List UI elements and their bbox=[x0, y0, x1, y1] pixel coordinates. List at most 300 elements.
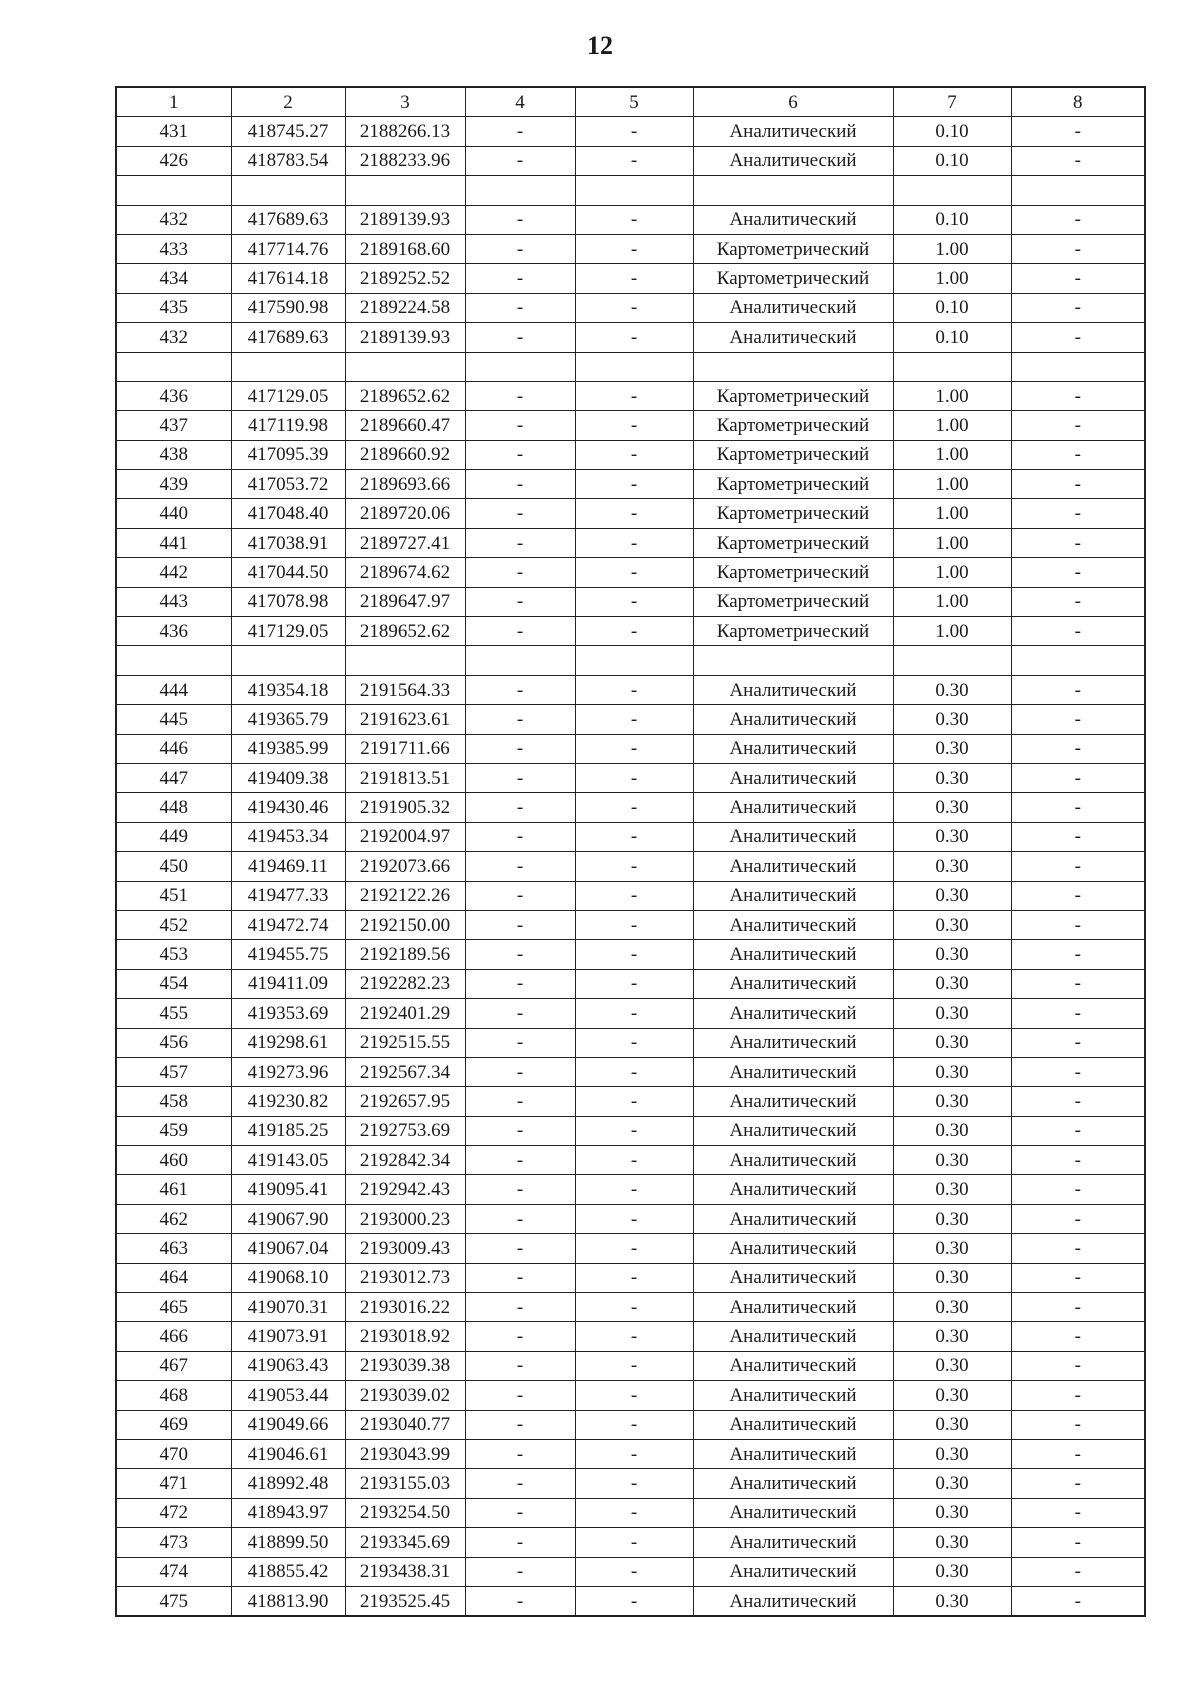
table-cell: 439 bbox=[116, 470, 231, 499]
table-cell bbox=[465, 646, 575, 675]
table-cell: 436 bbox=[116, 617, 231, 646]
table-cell: 2189168.60 bbox=[345, 234, 465, 263]
table-cell: - bbox=[575, 1381, 693, 1410]
table-cell: 0.30 bbox=[893, 1381, 1011, 1410]
table-cell: Картометрический bbox=[693, 440, 893, 469]
table-cell: - bbox=[575, 969, 693, 998]
table-cell: - bbox=[465, 1381, 575, 1410]
table-separator-row bbox=[116, 176, 1145, 205]
table-cell: - bbox=[1011, 587, 1145, 616]
table-cell: 418943.97 bbox=[231, 1498, 345, 1527]
table-cell: 434 bbox=[116, 264, 231, 293]
table-cell: - bbox=[1011, 293, 1145, 322]
table-cell: - bbox=[575, 470, 693, 499]
table-cell: 2193040.77 bbox=[345, 1410, 465, 1439]
table-cell: - bbox=[575, 617, 693, 646]
table-cell: - bbox=[465, 1057, 575, 1086]
table-cell: - bbox=[1011, 205, 1145, 234]
table-cell: - bbox=[465, 852, 575, 881]
table-cell: - bbox=[465, 969, 575, 998]
table-cell: - bbox=[465, 499, 575, 528]
table-cell: - bbox=[575, 881, 693, 910]
table-cell: - bbox=[575, 528, 693, 557]
table-cell: 449 bbox=[116, 822, 231, 851]
table-cell: 2188266.13 bbox=[345, 117, 465, 146]
table-row bbox=[116, 1469, 1145, 1498]
table-cell bbox=[693, 352, 893, 381]
table-cell: Аналитический bbox=[693, 999, 893, 1028]
table-cell: 2192282.23 bbox=[345, 969, 465, 998]
table-cell: - bbox=[1011, 1469, 1145, 1498]
table-cell: - bbox=[1011, 323, 1145, 352]
table-cell: 0.30 bbox=[893, 910, 1011, 939]
table-cell: - bbox=[465, 1557, 575, 1586]
table-cell: Аналитический bbox=[693, 205, 893, 234]
table-cell: - bbox=[1011, 411, 1145, 440]
table-row bbox=[116, 763, 1145, 792]
table-cell: 2191623.61 bbox=[345, 705, 465, 734]
table-cell: - bbox=[465, 1528, 575, 1557]
table-cell: - bbox=[1011, 1263, 1145, 1292]
table-cell: - bbox=[575, 1146, 693, 1175]
table-cell: - bbox=[575, 205, 693, 234]
table-cell: 2191813.51 bbox=[345, 763, 465, 792]
table-cell: 0.30 bbox=[893, 881, 1011, 910]
table-row bbox=[116, 940, 1145, 969]
table-cell: 454 bbox=[116, 969, 231, 998]
coordinates-table bbox=[115, 86, 1146, 1617]
table-cell: Аналитический bbox=[693, 146, 893, 175]
table-cell: 419354.18 bbox=[231, 675, 345, 704]
table-cell: 0.30 bbox=[893, 1204, 1011, 1233]
table-cell: Аналитический bbox=[693, 852, 893, 881]
table-row bbox=[116, 1204, 1145, 1233]
column-header: 4 bbox=[465, 87, 575, 117]
table-row bbox=[116, 117, 1145, 146]
table-cell: - bbox=[1011, 940, 1145, 969]
table-row bbox=[116, 528, 1145, 557]
table-cell: - bbox=[465, 675, 575, 704]
table-cell: - bbox=[465, 440, 575, 469]
table-cell bbox=[231, 176, 345, 205]
table-cell: - bbox=[1011, 1293, 1145, 1322]
table-cell: 419455.75 bbox=[231, 940, 345, 969]
table-cell: 2189252.52 bbox=[345, 264, 465, 293]
table-cell: Аналитический bbox=[693, 1087, 893, 1116]
table-cell bbox=[893, 176, 1011, 205]
table-cell: 417590.98 bbox=[231, 293, 345, 322]
table-cell: Аналитический bbox=[693, 910, 893, 939]
table-cell: Аналитический bbox=[693, 293, 893, 322]
table-cell: 466 bbox=[116, 1322, 231, 1351]
table-cell: - bbox=[465, 1028, 575, 1057]
table-cell bbox=[116, 176, 231, 205]
table-cell: - bbox=[575, 1175, 693, 1204]
table-cell: - bbox=[575, 1528, 693, 1557]
table-cell: 0.30 bbox=[893, 1469, 1011, 1498]
table-cell: - bbox=[575, 1322, 693, 1351]
table-cell: 417078.98 bbox=[231, 587, 345, 616]
table-cell: - bbox=[465, 587, 575, 616]
column-header: 3 bbox=[345, 87, 465, 117]
table-cell bbox=[1011, 646, 1145, 675]
table-cell: 1.00 bbox=[893, 587, 1011, 616]
table-cell: 0.30 bbox=[893, 1293, 1011, 1322]
table-cell: - bbox=[575, 940, 693, 969]
table-header-row bbox=[116, 87, 1145, 117]
table-cell: - bbox=[575, 293, 693, 322]
table-cell: 2192189.56 bbox=[345, 940, 465, 969]
table-cell: 475 bbox=[116, 1586, 231, 1616]
table-cell: 2191711.66 bbox=[345, 734, 465, 763]
table-cell: 457 bbox=[116, 1057, 231, 1086]
table-cell: 2193345.69 bbox=[345, 1528, 465, 1557]
column-header: 7 bbox=[893, 87, 1011, 117]
table-cell: 465 bbox=[116, 1293, 231, 1322]
table-cell: 419273.96 bbox=[231, 1057, 345, 1086]
table-cell: - bbox=[465, 1410, 575, 1439]
table-row bbox=[116, 1410, 1145, 1439]
table-cell: - bbox=[465, 411, 575, 440]
table-cell: 417689.63 bbox=[231, 323, 345, 352]
table-cell: - bbox=[465, 910, 575, 939]
table-row bbox=[116, 293, 1145, 322]
table-cell: - bbox=[1011, 558, 1145, 587]
table-cell: 0.30 bbox=[893, 1028, 1011, 1057]
table-cell: 419365.79 bbox=[231, 705, 345, 734]
table-cell: - bbox=[575, 675, 693, 704]
table-cell: 0.30 bbox=[893, 705, 1011, 734]
table-row bbox=[116, 1263, 1145, 1292]
table-cell: Картометрический bbox=[693, 264, 893, 293]
table-cell: - bbox=[465, 1586, 575, 1616]
table-cell: - bbox=[1011, 146, 1145, 175]
table-cell: - bbox=[1011, 1175, 1145, 1204]
table-cell bbox=[116, 352, 231, 381]
table-cell: 442 bbox=[116, 558, 231, 587]
table-cell: 474 bbox=[116, 1557, 231, 1586]
table-cell: 2192150.00 bbox=[345, 910, 465, 939]
table-cell: 2189139.93 bbox=[345, 323, 465, 352]
table-cell: Картометрический bbox=[693, 499, 893, 528]
table-cell: - bbox=[575, 234, 693, 263]
table-cell: 419472.74 bbox=[231, 910, 345, 939]
table-cell: 2189693.66 bbox=[345, 470, 465, 499]
table-cell: - bbox=[465, 1087, 575, 1116]
table-cell: - bbox=[575, 1498, 693, 1527]
table-cell: - bbox=[1011, 1057, 1145, 1086]
table-cell: - bbox=[575, 1351, 693, 1380]
table-cell: Аналитический bbox=[693, 763, 893, 792]
table-cell: - bbox=[1011, 999, 1145, 1028]
table-cell: Аналитический bbox=[693, 1204, 893, 1233]
table-cell: Аналитический bbox=[693, 969, 893, 998]
table-cell: 2193016.22 bbox=[345, 1293, 465, 1322]
table-cell: 2193012.73 bbox=[345, 1263, 465, 1292]
table-cell: 468 bbox=[116, 1381, 231, 1410]
table-cell bbox=[116, 646, 231, 675]
table-cell: Аналитический bbox=[693, 323, 893, 352]
table-cell: - bbox=[465, 881, 575, 910]
table-row bbox=[116, 323, 1145, 352]
table-cell: 0.30 bbox=[893, 1116, 1011, 1145]
table-cell: Аналитический bbox=[693, 1175, 893, 1204]
table-cell: - bbox=[575, 1263, 693, 1292]
table-cell: 419385.99 bbox=[231, 734, 345, 763]
table-body bbox=[116, 117, 1145, 1616]
table-cell: 0.30 bbox=[893, 1057, 1011, 1086]
table-cell: 0.10 bbox=[893, 293, 1011, 322]
table-row bbox=[116, 822, 1145, 851]
table-cell: - bbox=[1011, 499, 1145, 528]
table-cell: 417129.05 bbox=[231, 617, 345, 646]
table-cell: Аналитический bbox=[693, 1439, 893, 1468]
table-cell: Картометрический bbox=[693, 470, 893, 499]
table-cell: 2192515.55 bbox=[345, 1028, 465, 1057]
table-cell: - bbox=[1011, 528, 1145, 557]
table-cell: 2193525.45 bbox=[345, 1586, 465, 1616]
table-cell: - bbox=[575, 793, 693, 822]
table-cell: - bbox=[575, 411, 693, 440]
table-cell: 472 bbox=[116, 1498, 231, 1527]
table-cell: - bbox=[465, 470, 575, 499]
table-cell: 2193018.92 bbox=[345, 1322, 465, 1351]
table-cell: 467 bbox=[116, 1351, 231, 1380]
table-cell: 0.30 bbox=[893, 675, 1011, 704]
table-cell: 419453.34 bbox=[231, 822, 345, 851]
table-row bbox=[116, 1528, 1145, 1557]
table-row bbox=[116, 1557, 1145, 1586]
table-cell: - bbox=[465, 1439, 575, 1468]
table-cell: Аналитический bbox=[693, 1116, 893, 1145]
table-cell: 2192657.95 bbox=[345, 1087, 465, 1116]
table-cell: 0.30 bbox=[893, 969, 1011, 998]
table-cell: 443 bbox=[116, 587, 231, 616]
table-row bbox=[116, 675, 1145, 704]
table-cell: 0.30 bbox=[893, 1439, 1011, 1468]
table-cell: - bbox=[1011, 852, 1145, 881]
table-cell: 0.30 bbox=[893, 1586, 1011, 1616]
table-cell: 0.30 bbox=[893, 1351, 1011, 1380]
table-row bbox=[116, 381, 1145, 410]
table-cell: Аналитический bbox=[693, 1234, 893, 1263]
table-cell: 419063.43 bbox=[231, 1351, 345, 1380]
table-cell: - bbox=[1011, 617, 1145, 646]
table-cell: - bbox=[1011, 1498, 1145, 1527]
table-cell: 419353.69 bbox=[231, 999, 345, 1028]
table-cell: - bbox=[465, 1116, 575, 1145]
table-cell: - bbox=[1011, 763, 1145, 792]
table-cell: - bbox=[575, 117, 693, 146]
table-cell: 419298.61 bbox=[231, 1028, 345, 1057]
table-cell: Аналитический bbox=[693, 1528, 893, 1557]
table-cell: 0.30 bbox=[893, 1175, 1011, 1204]
table-cell: - bbox=[465, 793, 575, 822]
table-cell: - bbox=[1011, 1087, 1145, 1116]
table-cell: 2193039.38 bbox=[345, 1351, 465, 1380]
table-cell: 417119.98 bbox=[231, 411, 345, 440]
table-cell: Аналитический bbox=[693, 1381, 893, 1410]
table-cell: - bbox=[465, 264, 575, 293]
table-cell: 417689.63 bbox=[231, 205, 345, 234]
table-cell: - bbox=[465, 705, 575, 734]
table-cell bbox=[575, 352, 693, 381]
table-cell: - bbox=[575, 264, 693, 293]
column-header: 1 bbox=[116, 87, 231, 117]
table-cell: - bbox=[575, 1116, 693, 1145]
table-cell: 419049.66 bbox=[231, 1410, 345, 1439]
table-cell: 448 bbox=[116, 793, 231, 822]
table-cell: 1.00 bbox=[893, 234, 1011, 263]
table-separator-row bbox=[116, 646, 1145, 675]
table-cell: Аналитический bbox=[693, 793, 893, 822]
table-cell: 0.30 bbox=[893, 1528, 1011, 1557]
table-cell: 0.30 bbox=[893, 1146, 1011, 1175]
table-cell: - bbox=[1011, 1204, 1145, 1233]
table-cell: - bbox=[465, 734, 575, 763]
table-cell: - bbox=[1011, 1410, 1145, 1439]
table-cell: 1.00 bbox=[893, 617, 1011, 646]
table-cell: - bbox=[465, 234, 575, 263]
table-cell: 419469.11 bbox=[231, 852, 345, 881]
table-cell bbox=[893, 352, 1011, 381]
table-cell: - bbox=[1011, 793, 1145, 822]
table-cell: 444 bbox=[116, 675, 231, 704]
table-cell: - bbox=[575, 822, 693, 851]
table-cell: 2192004.97 bbox=[345, 822, 465, 851]
table-cell: - bbox=[1011, 440, 1145, 469]
table-cell: - bbox=[465, 1293, 575, 1322]
table-cell: 418783.54 bbox=[231, 146, 345, 175]
table-cell: 2192567.34 bbox=[345, 1057, 465, 1086]
table-cell: Картометрический bbox=[693, 411, 893, 440]
table-cell: 451 bbox=[116, 881, 231, 910]
table-cell: 418855.42 bbox=[231, 1557, 345, 1586]
table-cell: - bbox=[575, 763, 693, 792]
table-row bbox=[116, 1381, 1145, 1410]
table-cell bbox=[693, 646, 893, 675]
table-cell: 1.00 bbox=[893, 264, 1011, 293]
table-cell: Картометрический bbox=[693, 617, 893, 646]
table-cell: - bbox=[575, 440, 693, 469]
table-cell: Аналитический bbox=[693, 822, 893, 851]
table-cell: 440 bbox=[116, 499, 231, 528]
table-cell: 2193438.31 bbox=[345, 1557, 465, 1586]
table-row bbox=[116, 440, 1145, 469]
table-cell: Картометрический bbox=[693, 381, 893, 410]
table-cell: - bbox=[1011, 470, 1145, 499]
table-cell: - bbox=[575, 499, 693, 528]
table-cell: - bbox=[575, 1293, 693, 1322]
table-cell bbox=[345, 352, 465, 381]
table-cell: 0.30 bbox=[893, 1557, 1011, 1586]
table-cell: 432 bbox=[116, 205, 231, 234]
table-cell: Аналитический bbox=[693, 1586, 893, 1616]
table-cell: - bbox=[465, 205, 575, 234]
table-cell: - bbox=[575, 1557, 693, 1586]
table-cell: 470 bbox=[116, 1439, 231, 1468]
table-cell: - bbox=[1011, 822, 1145, 851]
table-cell: 2192842.34 bbox=[345, 1146, 465, 1175]
table-cell: 1.00 bbox=[893, 528, 1011, 557]
table-cell: 417129.05 bbox=[231, 381, 345, 410]
table-cell: 0.30 bbox=[893, 1410, 1011, 1439]
table-cell: 418992.48 bbox=[231, 1469, 345, 1498]
table-cell: 473 bbox=[116, 1528, 231, 1557]
table-cell bbox=[465, 176, 575, 205]
table-cell: 1.00 bbox=[893, 381, 1011, 410]
table-cell: - bbox=[575, 705, 693, 734]
table-cell: 426 bbox=[116, 146, 231, 175]
table-cell bbox=[1011, 352, 1145, 381]
table-row bbox=[116, 1087, 1145, 1116]
table-cell: 464 bbox=[116, 1263, 231, 1292]
table-cell: - bbox=[465, 1322, 575, 1351]
table-row bbox=[116, 499, 1145, 528]
table-cell: - bbox=[465, 1146, 575, 1175]
table-row bbox=[116, 587, 1145, 616]
table-cell: 2193254.50 bbox=[345, 1498, 465, 1527]
table-cell: 433 bbox=[116, 234, 231, 263]
table-cell: - bbox=[575, 587, 693, 616]
table-cell: - bbox=[1011, 1322, 1145, 1351]
table-cell: 418899.50 bbox=[231, 1528, 345, 1557]
table-cell: 438 bbox=[116, 440, 231, 469]
table-cell: - bbox=[575, 323, 693, 352]
table-cell: - bbox=[1011, 1439, 1145, 1468]
table-cell: - bbox=[465, 940, 575, 969]
table-cell: 463 bbox=[116, 1234, 231, 1263]
table-cell: Аналитический bbox=[693, 1469, 893, 1498]
table-row bbox=[116, 999, 1145, 1028]
table-cell bbox=[893, 646, 1011, 675]
table-cell bbox=[575, 646, 693, 675]
table-cell: 0.30 bbox=[893, 1263, 1011, 1292]
table-cell: 447 bbox=[116, 763, 231, 792]
table-cell: 461 bbox=[116, 1175, 231, 1204]
table-cell: - bbox=[575, 852, 693, 881]
table-cell: - bbox=[1011, 234, 1145, 263]
table-cell: 2188233.96 bbox=[345, 146, 465, 175]
table-cell: - bbox=[575, 1087, 693, 1116]
table-cell: - bbox=[465, 999, 575, 1028]
column-header: 5 bbox=[575, 87, 693, 117]
table-cell: 0.10 bbox=[893, 205, 1011, 234]
table-cell: 417095.39 bbox=[231, 440, 345, 469]
column-header: 6 bbox=[693, 87, 893, 117]
table-row bbox=[116, 852, 1145, 881]
table-cell: 0.10 bbox=[893, 146, 1011, 175]
table-cell: Аналитический bbox=[693, 940, 893, 969]
table-cell: - bbox=[1011, 1116, 1145, 1145]
table-cell: 0.30 bbox=[893, 1498, 1011, 1527]
table-cell: 2192942.43 bbox=[345, 1175, 465, 1204]
table-cell: - bbox=[465, 293, 575, 322]
table-cell: - bbox=[575, 1057, 693, 1086]
table-cell: 0.30 bbox=[893, 1322, 1011, 1351]
table-cell: - bbox=[1011, 1528, 1145, 1557]
table-row bbox=[116, 969, 1145, 998]
table-cell: 462 bbox=[116, 1204, 231, 1233]
table-cell: - bbox=[465, 763, 575, 792]
table-cell: - bbox=[465, 1498, 575, 1527]
table-cell: 419185.25 bbox=[231, 1116, 345, 1145]
table-cell: Аналитический bbox=[693, 1322, 893, 1351]
table-cell: 419411.09 bbox=[231, 969, 345, 998]
table-cell: Аналитический bbox=[693, 1293, 893, 1322]
table-cell: 432 bbox=[116, 323, 231, 352]
table-cell: - bbox=[575, 1204, 693, 1233]
